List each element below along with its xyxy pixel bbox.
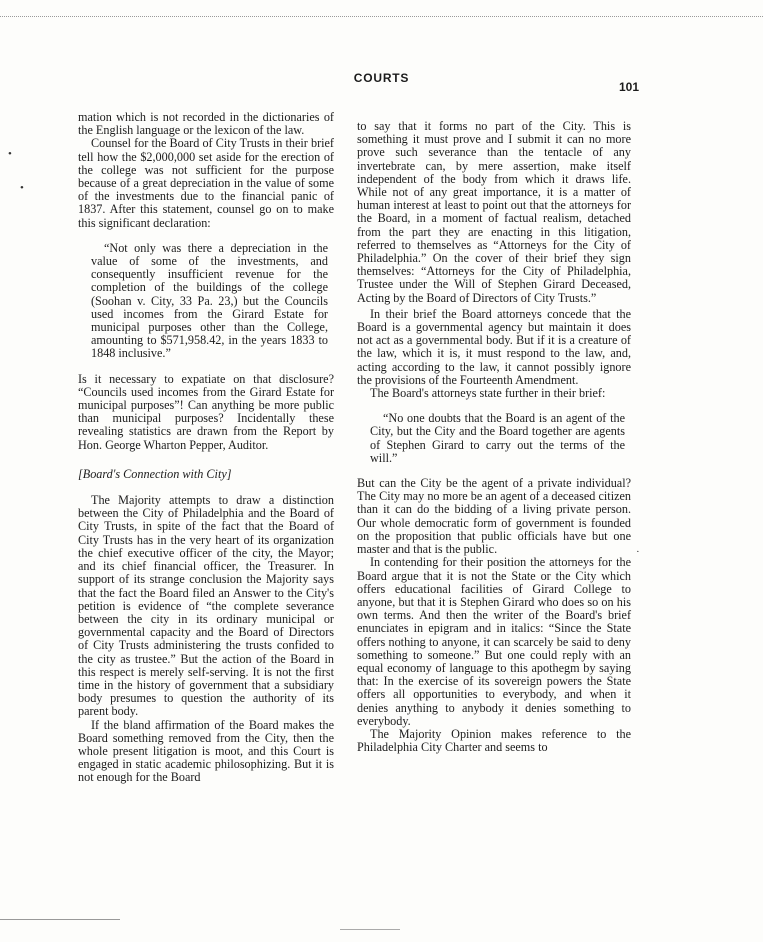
block-quote: “No one doubts that the Board is an agent of the City, but the City and the Board together are agents of Stephen Girard to carry out the terms of the will.” [370,411,625,465]
paragraph: Counsel for the Board of City Trusts in their brief tell how the $2,000,000 set aside for the erection of the college was not sufficient for the purpose because of a great depreciation in the value of some of the investments due to the financial panic of 1837. After this statement, counsel go on to make this significant declaration: [78,136,334,230]
right-column [357,120,631,754]
footer-rule [340,929,400,930]
running-head: COURTS [353,71,410,85]
page-number: 101 [619,80,640,94]
paragraph: If the bland affirmation of the Board makes the Board something removed from the City, then the whole present litigation is moot, and this Court is engaged in static academic philosophizing. But it is not enough for the Board [78,717,334,785]
paragraph: The Board's attorneys state further in their brief: [370,386,606,401]
paragraph: In contending for their position the attorneys for the Board argue that it is not the State or the City which offers educational facilities of Girard College to anyone, but that it is Stephen Girard who does so on his own terms. And then the writer of the Board's brief enunciates in epigram and in italics: “Since the State offers nothing to anyone, it can scarcely be said to deny something to someone.” But one could reply with an equal economy of language to this apothegm by saying that: In the exercise of its sovereign powers the State offers all opportunities to everybody, and when it denies anything to anybody it denies something to everybody. [357,555,631,728]
paragraph: The Majority Opinion makes reference to the Philadelphia City Charter and seems to [357,726,631,755]
paragraph: But can the City be the agent of a private individual? The City may no more be an agent of a deceased citizen than it can do the bidding of a living private person. Our whole democratic form of government is founded on the proposition that public officials have but one master and that is the public. [357,476,631,557]
left-column [78,111,334,785]
margin-mark: · [636,546,640,558]
paragraph: The Majority attempts to draw a distinction between the City of Philadelphia and the Board of City Trusts, in spite of the fact that the Board of City Trusts has in the very heart of its organization the chief executive officer of the city, the Mayor; and its chief financial officer, the Treasurer. In support of its strange conclusion the Majority says that the fact the Board filed an Answer to the City's petition is evidence of “the complete severance between the city in its ordinary municipal or governmental capacity and the Board of Directors of City Trusts administering the trusts confided to the city as trustee.” But the action of the Board in this respect is merely self-serving. It is not the first time in the history of government that a subsidiary body presumes to question the authority of its parent body. [78,493,334,719]
paragraph: Is it necessary to expatiate on that disclosure? “Councils used incomes from the Girard Estate for municipal purposes”! Can anything be more public than municipal purposes? Incidentally these revealing statistics are drawn from the Report by Hon. George Wharton Pepper, Auditor. [78,371,334,452]
footer-rule [0,919,120,920]
margin-mark: • [8,148,12,160]
paragraph: to say that it forms no part of the City. This is something it must prove and I submit it can no more prove such severance than the tentacle of any invertebrate can, by mere assertion, make itself independent of the body from which it draws life. While not of any great importance, it is a matter of human interest at least to point out that the attorneys for the Board, in a moment of factual realism, detached from the part they are enacting in this litigation, referred to themselves as “Attorneys for the City of Philadelphia.” On the cover of their brief they sign themselves: “Attorneys for the City of Philadelphia, Trustee under the Will of Stephen Girard Deceased, Acting by the Board of Directors of City Trusts.” [357,119,631,305]
section-heading: [Board's Connection with City] [78,466,232,481]
margin-mark: • [20,182,24,194]
top-dotted-edge [0,0,763,17]
paragraph: mation which is not recorded in the dictionaries of the English language or the lexicon of the law. [78,110,334,138]
block-quote: “Not only was there a depreciation in the value of some of the investments, and consequently insufficient revenue for the completion of the buildings of the college (Soohan v. City, 33 Pa. 23,) but the Councils used incomes from the Girard Estate for municipal purposes other than the College, amounting to $571,958.42, in the years 1833 to 1848 inclusive.” [91,240,328,361]
paragraph: In their brief the Board attorneys concede that the Board is a governmental agency but maintain it does not act as a governmental body. But if it is a creature of the law, which it is, it must respond to the law, and, acting according to the law, it cannot possibly ignore the provisions of the Fourteenth Amendment. [357,306,631,387]
